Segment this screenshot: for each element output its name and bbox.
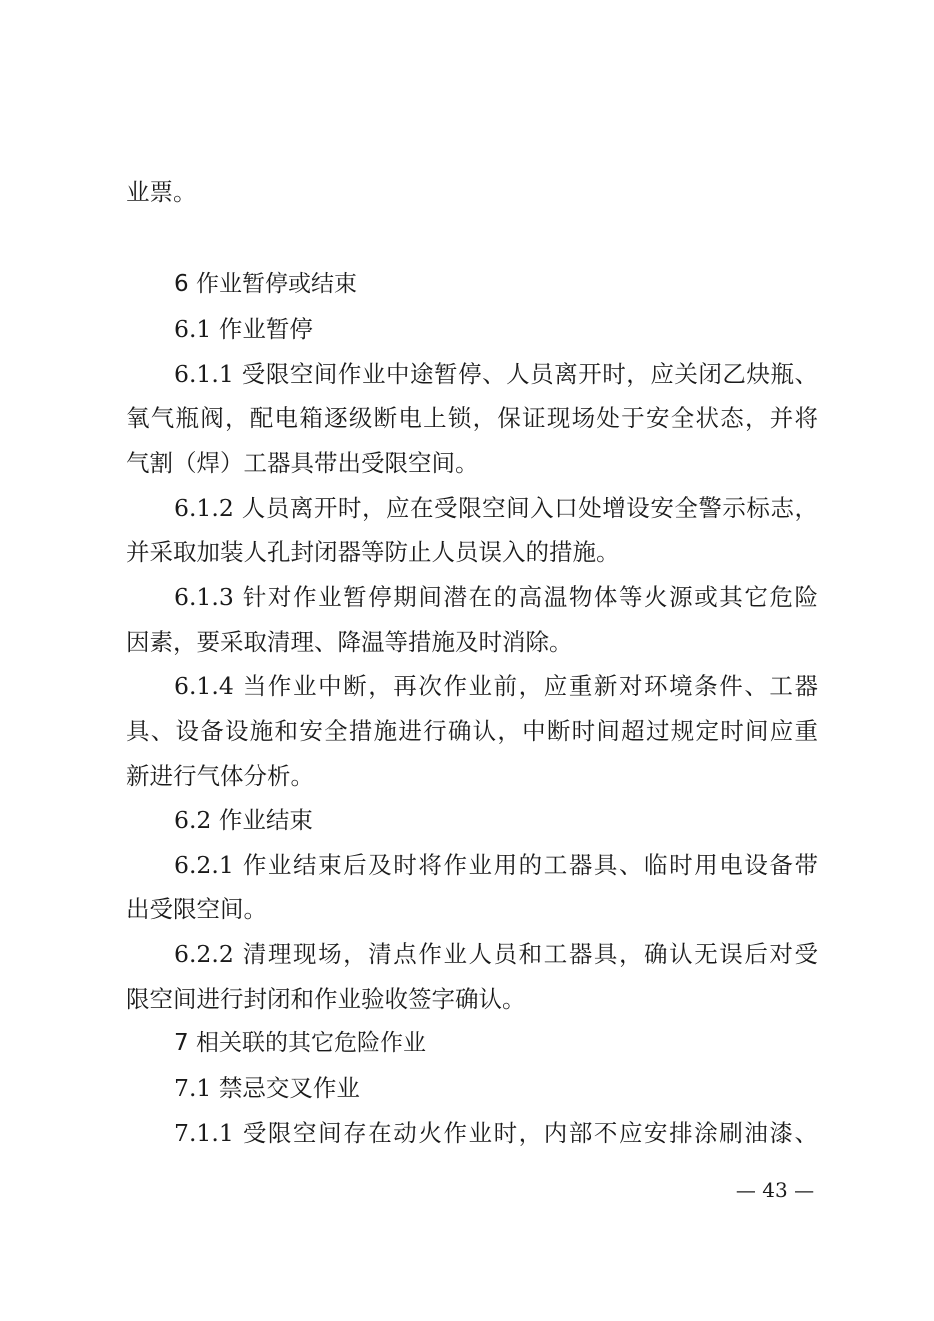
page-number: — 43 — xyxy=(735,1178,815,1202)
subsection-heading-6-2: 6.2 作业结束 xyxy=(174,806,313,834)
subsection-heading-6-1: 6.1 作业暂停 xyxy=(174,315,313,343)
paragraph-6-1-1-line-3: 气割（焊）工器具带出受限空间。 xyxy=(126,449,479,477)
paragraph-6-1-4-line-2: 具、设备设施和安全措施进行确认，中断时间超过规定时间应重 xyxy=(126,717,818,745)
paragraph-6-1-4-line-1: 6.1.4 当作业中断，再次作业前，应重新对环境条件、工器 xyxy=(174,672,818,700)
paragraph-6-2-2-line-2: 限空间进行封闭和作业验收签字确认。 xyxy=(126,985,526,1013)
paragraph-6-2-1-line-1: 6.2.1 作业结束后及时将作业用的工器具、临时用电设备带 xyxy=(174,851,818,879)
paragraph-6-1-1-line-1: 6.1.1 受限空间作业中途暂停、人员离开时，应关闭乙炔瓶、 xyxy=(174,360,818,388)
paragraph-6-1-1-line-2: 氧气瓶阀，配电箱逐级断电上锁，保证现场处于安全状态，并将 xyxy=(126,404,818,432)
paragraph-6-1-4-line-3: 新进行气体分析。 xyxy=(126,762,314,790)
paragraph-6-1-2-line-1: 6.1.2 人员离开时，应在受限空间入口处增设安全警示标志， xyxy=(174,494,818,522)
section-heading-6: 6 作业暂停或结束 xyxy=(174,271,357,297)
paragraph-6-2-1-line-2: 出受限空间。 xyxy=(126,895,267,923)
paragraph-6-1-3-line-2: 因素，要采取清理、降温等措施及时消除。 xyxy=(126,628,573,656)
paragraph-6-2-2-line-1: 6.2.2 清理现场，清点作业人员和工器具，确认无误后对受 xyxy=(174,940,818,968)
paragraph-6-1-2-line-2: 并采取加装人孔封闭器等防止人员误入的措施。 xyxy=(126,538,620,566)
subsection-heading-7-1: 7.1 禁忌交叉作业 xyxy=(174,1074,360,1102)
section-heading-7: 7 相关联的其它危险作业 xyxy=(174,1030,426,1056)
text-line: 业票。 xyxy=(126,178,197,206)
paragraph-7-1-1-line-1: 7.1.1 受限空间存在动火作业时，内部不应安排涂刷油漆、 xyxy=(174,1119,818,1147)
paragraph-6-1-3-line-1: 6.1.3 针对作业暂停期间潜在的高温物体等火源或其它危险 xyxy=(174,583,818,611)
